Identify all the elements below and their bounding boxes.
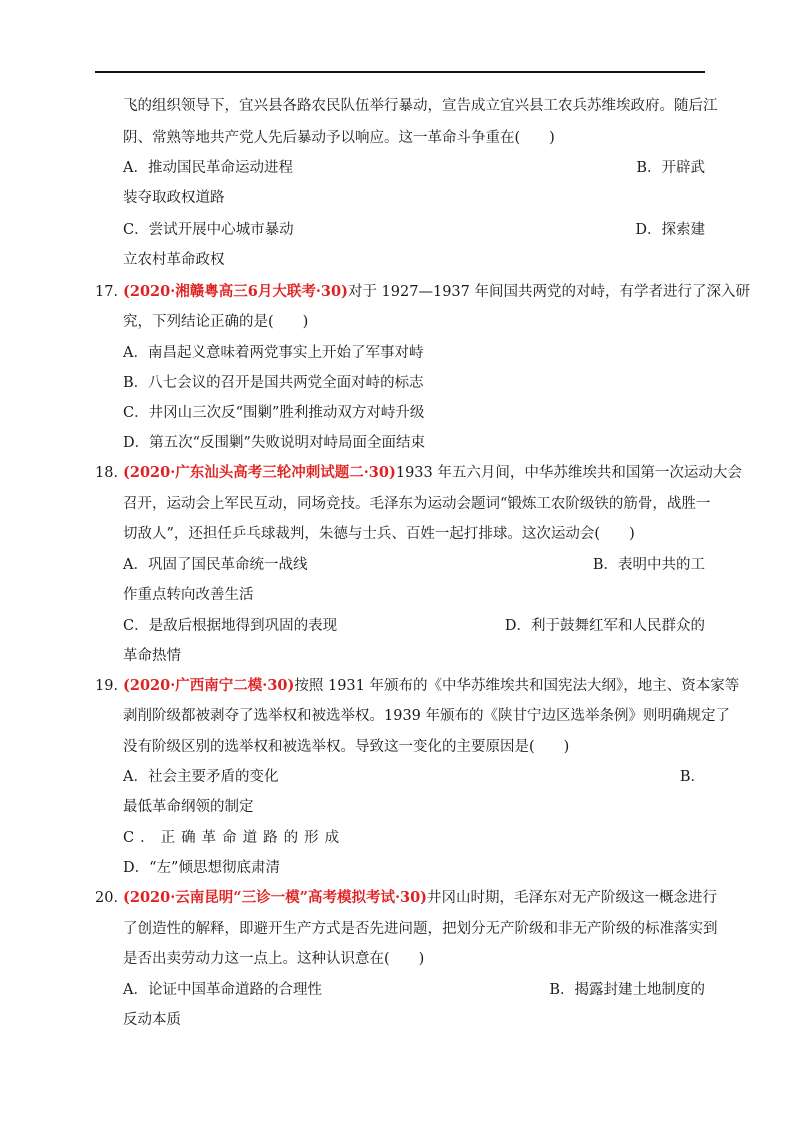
q17-option-a: A．南昌起义意味着两党事实上开始了军事对峙: [123, 345, 424, 361]
q19-stem: 按照 1931 年颁布的《中华苏维埃共和国宪法大纲》，地主、资本家等: [294, 678, 740, 694]
q20-text-line3: 是否出卖劳动力这一点上。这种认识意在( ): [123, 951, 425, 967]
q16-text-line2: 阴、常熟等地共产党人先后暴动予以响应。这一革命斗争重在( ): [123, 130, 555, 146]
q19-text-line2: 剥削阶级都被剥夺了选举权和被选举权。1939 年颁布的《陕甘宁边区选举条例》则明确规定了: [123, 708, 731, 724]
q18-number: 18．: [95, 465, 128, 481]
q20-option-a: A．论证中国革命道路的合理性: [123, 982, 322, 998]
q18-stem: 1933 年五六月间，中华苏维埃共和国第一次运动大会: [395, 465, 742, 481]
q16-option-c: C．尝试开展中心城市暴动: [123, 222, 294, 238]
q19-option-b: B．: [679, 769, 705, 785]
q20-number: 20．: [95, 890, 128, 906]
q18-text-line2: 召开，运动会上军民互动，同场竞技。毛泽东为运动会题词“锻炼工农阶级铁的筋骨，战胜一: [123, 496, 711, 512]
q17-stem: 对于 1927—1937 年间国共两党的对峙，有学者进行了深入研: [347, 284, 750, 300]
header-rule: [95, 71, 705, 73]
q20-text-line1: [123, 888, 717, 908]
q20-option-b-cont: 反动本质: [123, 1012, 181, 1028]
q18-text-line1: [123, 463, 742, 483]
q16-text-line1: 飞的组织领导下，宜兴县各路农民队伍举行暴动，宣告成立宜兴县工农兵苏维埃政府。随后江: [123, 98, 718, 114]
q19-text-line1: [123, 676, 739, 696]
q18-text-line3: 切敌人”，还担任乒乓球裁判，朱德与士兵、百姓一起打排球。这次运动会( ): [123, 526, 635, 542]
q17-number: 17．: [95, 284, 128, 300]
q18-option-b-cont: 作重点转向改善生活: [123, 587, 254, 603]
q18-option-d: D．利于鼓舞红军和人民群众的: [504, 618, 705, 634]
q19-option-c: C．正确革命道路的形成: [123, 830, 346, 846]
q17-option-d: D．第五次“反围剿”失败说明对峙局面全面结束: [123, 435, 425, 451]
q18-option-c: C．是敌后根据地得到巩固的表现: [123, 618, 338, 634]
q19-source: (2020·广西南宁二模·30): [123, 677, 295, 694]
q18-option-d-cont: 革命热情: [123, 648, 181, 664]
q17-option-c: C．井冈山三次反“围剿”胜利推动双方对峙升级: [123, 405, 425, 421]
q17-text-line1: [123, 282, 750, 302]
q19-number: 19．: [95, 678, 128, 694]
q16-option-a: A．推动国民革命运动进程: [123, 160, 293, 176]
q20-stem: 井冈山时期，毛泽东对无产阶级这一概念进行: [427, 890, 718, 906]
q16-option-d: D．探索建: [635, 222, 705, 238]
q16-option-b: B．开辟武: [636, 160, 705, 176]
q18-option-a: A．巩固了国民革命统一战线: [123, 557, 308, 573]
q16-option-d-cont: 立农村革命政权: [123, 252, 225, 268]
q17-option-b: B．八七会议的召开是国共两党全面对峙的标志: [123, 375, 424, 391]
q19-option-a: A．社会主要矛盾的变化: [123, 769, 279, 785]
q18-option-b: B．表明中共的工: [592, 557, 705, 573]
q20-option-b: B．揭露封建土地制度的: [549, 982, 705, 998]
q16-option-b-cont: 装夺取政权道路: [123, 190, 225, 206]
q19-text-line3: 没有阶级区别的选举权和被选举权。导致这一变化的主要原因是( ): [123, 739, 570, 755]
q17-source: (2020·湘赣粤高三6月大联考·30): [123, 283, 348, 300]
q17-text-line2: 究，下列结论正确的是( ): [123, 314, 309, 330]
q20-text-line2: 了创造性的解释，即避开生产方式是否先进问题，把划分无产阶级和非无产阶级的标准落实到: [123, 921, 718, 937]
q18-source: (2020·广东汕头高考三轮冲刺试题二·30): [123, 464, 396, 481]
q19-option-d: D．“左”倾思想彻底肃清: [123, 860, 280, 876]
q19-option-b-cont: 最低革命纲领的制定: [123, 799, 254, 815]
q20-source: (2020·云南昆明“三诊一模”高考模拟考试·30): [123, 889, 428, 906]
